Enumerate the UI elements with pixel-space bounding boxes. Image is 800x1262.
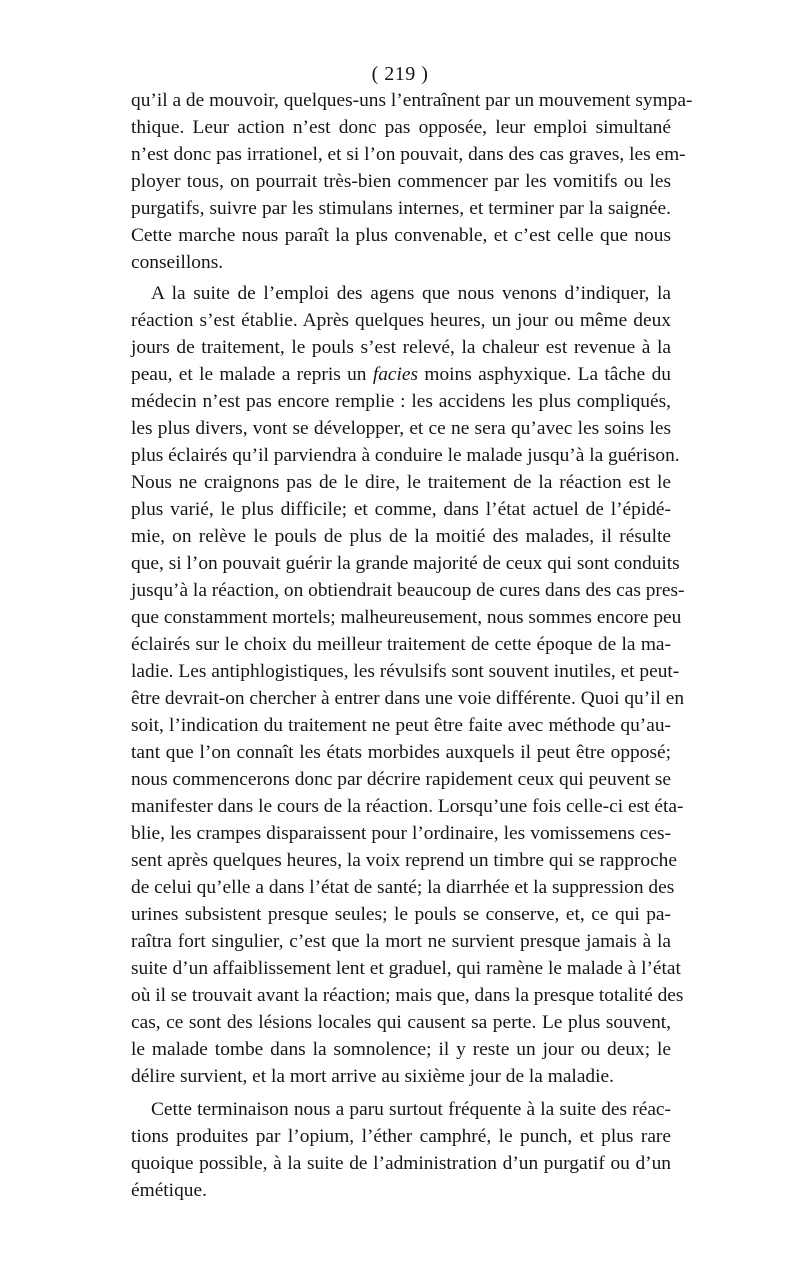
paragraph-3 xyxy=(131,1096,671,1204)
text-line: sent après quelques heures, la voix reprend un timbre qui se rapproche xyxy=(131,850,677,871)
text-line: délire survient, et la mort arrive au sixième jour de la maladie. xyxy=(131,1066,614,1087)
paragraph-2 xyxy=(131,280,685,1090)
text-line: jusqu’à la réaction, on obtiendrait beaucoup de cures dans des cas pres- xyxy=(131,580,685,601)
text-line: tant que l’on connaît les états morbides auxquels il peut être opposé; xyxy=(131,742,671,763)
text-line: thique. Leur action n’est donc pas opposée, leur emploi simultané xyxy=(131,117,671,138)
text-line: soit, l’indication du traitement ne peut être faite avec méthode qu’au- xyxy=(131,715,671,736)
text-line: le malade tombe dans la somnolence; il y reste un jour ou deux; le xyxy=(131,1039,671,1060)
text-line: médecin n’est pas encore remplie : les accidens les plus compliqués, xyxy=(131,391,671,412)
text-line: raîtra fort singulier, c’est que la mort ne survient presque jamais à la xyxy=(131,931,671,952)
text-line: quoique possible, à la suite de l’administration d’un purgatif ou d’un xyxy=(131,1153,671,1174)
text-line: Cette marche nous paraît la plus convenable, et c’est celle que nous xyxy=(131,225,671,246)
text-line: de celui qu’elle a dans l’état de santé; la diarrhée et la suppression des xyxy=(131,877,675,898)
text-line: jours de traitement, le pouls s’est relevé, la chaleur est revenue à la xyxy=(131,337,671,358)
text-line: Cette terminaison nous a paru surtout fréquente à la suite des réac- xyxy=(151,1099,671,1120)
text-line: suite d’un affaiblissement lent et graduel, qui ramène le malade à l’état xyxy=(131,958,681,979)
text-line: réaction s’est établie. Après quelques heures, un jour ou même deux xyxy=(131,310,671,331)
text-line: blie, les crampes disparaissent pour l’ordinaire, les vomissemens ces- xyxy=(131,823,671,844)
text-line: tions produites par l’opium, l’éther camphré, le punch, et plus rare xyxy=(131,1126,671,1147)
text-line: mie, on relève le pouls de plus de la moitié des malades, il résulte xyxy=(131,526,671,547)
text-line: Nous ne craignons pas de le dire, le traitement de la réaction est le xyxy=(131,472,671,493)
text-line: nous commencerons donc par décrire rapidement ceux qui peuvent se xyxy=(131,769,672,790)
italic-word: facies xyxy=(372,364,419,385)
text-segment: peau, et le malade a repris un xyxy=(131,364,367,385)
text-line: manifester dans le cours de la réaction. Lorsqu’une fois celle-ci est éta- xyxy=(131,796,684,817)
text-line-with-italic xyxy=(131,361,671,388)
text-line: plus éclairés qu’il parviendra à conduire le malade jusqu’à la guérison. xyxy=(131,445,680,466)
text-line: urines subsistent presque seules; le pouls se conserve, et, ce qui pa- xyxy=(131,904,671,925)
text-line: A la suite de l’emploi des agens que nous venons d’indiquer, la xyxy=(151,283,671,304)
text-line: cas, ce sont des lésions locales qui causent sa perte. Le plus souvent, xyxy=(131,1012,671,1033)
text-line: que, si l’on pouvait guérir la grande majorité de ceux qui sont conduits xyxy=(131,553,680,574)
body-text xyxy=(131,87,693,1204)
text-line: que constamment mortels; malheureusement, nous sommes encore peu xyxy=(131,607,682,628)
text-line: les plus divers, vont se développer, et ce ne sera qu’avec les soins les xyxy=(131,418,671,439)
text-line: ployer tous, on pourrait très-bien commencer par les vomitifs ou les xyxy=(131,171,671,192)
text-line: ladie. Les antiphlogistiques, les révulsifs sont souvent inutiles, et peut- xyxy=(131,661,680,682)
text-segment: moins asphyxique. La tâche du xyxy=(424,364,671,385)
paragraph-1 xyxy=(131,87,693,276)
text-line: éclairés sur le choix du meilleur traitement de cette époque de la ma- xyxy=(131,634,671,655)
page-number: ( 219 ) xyxy=(371,63,429,85)
text-line: qu’il a de mouvoir, quelques-uns l’entraînent par un mouvement sympa- xyxy=(131,90,693,111)
text-line: purgatifs, suivre par les stimulans internes, et terminer par la saignée. xyxy=(131,198,671,219)
text-line: où il se trouvait avant la réaction; mais que, dans la presque totalité des xyxy=(131,985,684,1006)
text-line: émétique. xyxy=(131,1180,207,1201)
text-line: plus varié, le plus difficile; et comme, dans l’état actuel de l’épidé- xyxy=(131,499,671,520)
text-line: être devrait-on chercher à entrer dans une voie différente. Quoi qu’il en xyxy=(131,688,685,709)
text-line: conseillons. xyxy=(131,252,224,273)
text-line: n’est donc pas irrationel, et si l’on pouvait, dans des cas graves, les em- xyxy=(131,144,686,165)
